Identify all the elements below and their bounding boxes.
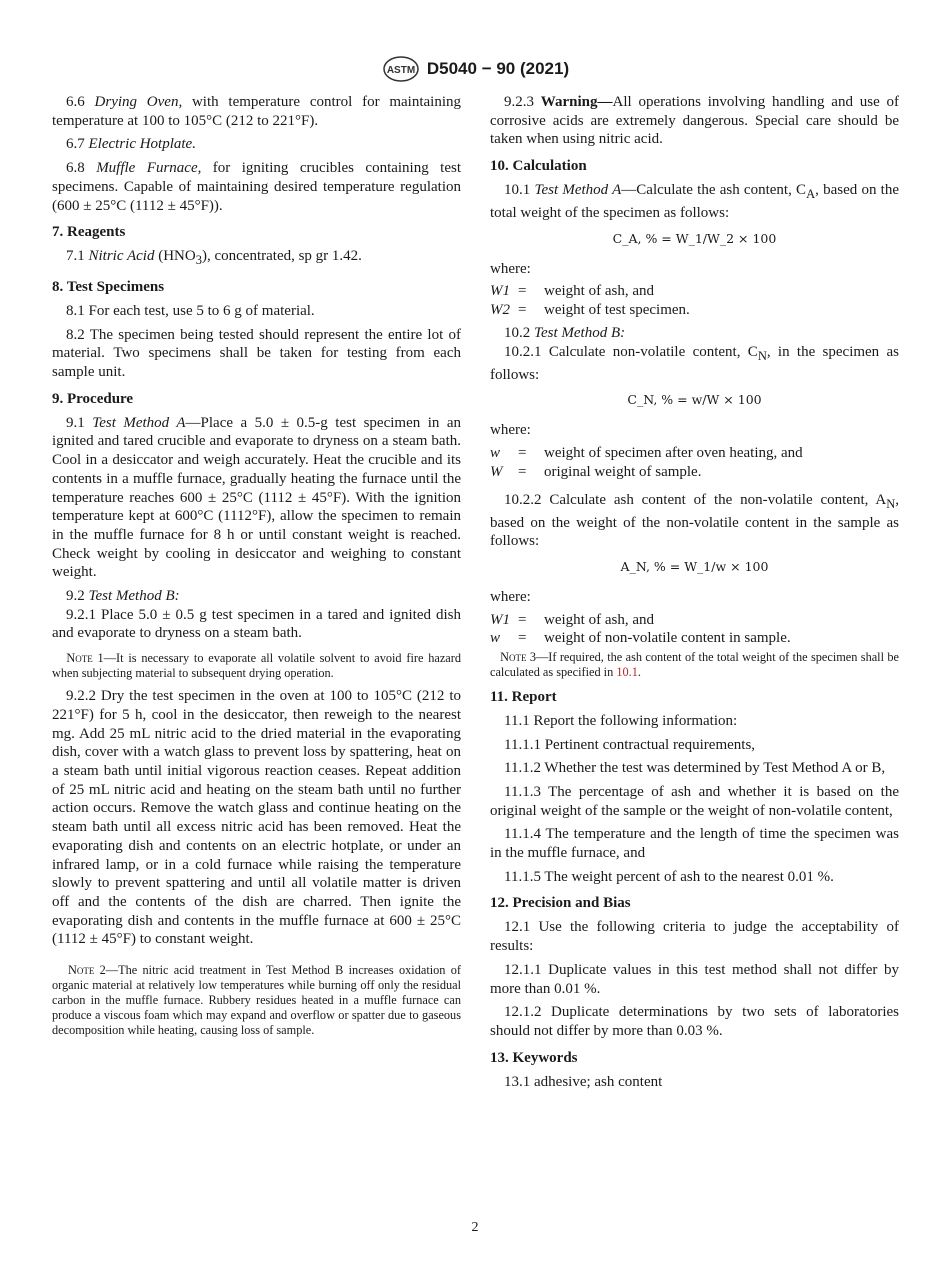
page-header <box>0 55 950 83</box>
formula-ash-nonvolatile: A_N, % = W_1/w × 100 <box>620 559 769 575</box>
definition-row: W2 = weight of test specimen. <box>490 301 690 318</box>
astm-logo <box>381 55 421 83</box>
para-9-1: 9.1 Test Method A—Place a 5.0 ± 0.5-g test specimen in an ignited and tared crucible and evaporate to dryness on a steam bath. Cool in a desiccator and weigh accurately. Heat the crucible and its contents in a muffle furnace, gradually heating the furnace until the temperature reaches 600 ± 25°C (1112 ± 45°F). With the ignition temperature kept at 600°C (1112°F), allow the specimen to remain in the muffle furnace for 8 h or until constant weight is reached. Check weight by cooling in desiccator and weighing to constant weight. <box>52 414 462 581</box>
note-2: Note 2—The nitric acid treatment in Test Method B increases oxidation of organic material at relatively low temperatures while burning off only the residual carbon in the muffle furnace. Rubbery residues heated in a muffle furnace can produce a viscous foam which may expand and overflow or spatter due to gaseous decomposition while heating, causing loss of sample. <box>52 963 462 1038</box>
where-label: where: <box>490 260 531 277</box>
para-9-2-3: 9.2.3 Warning—All operations involving handling and use of corrosive acids are extremely dangerous. Special care should be taken when using nitric acid. <box>490 94 900 148</box>
section-link[interactable]: 10.1 <box>616 664 638 679</box>
heading-procedure: 9. Procedure <box>52 390 134 407</box>
heading-keywords: 13. Keywords <box>490 1049 578 1066</box>
para-6-7: 6.7 Electric Hotplate. <box>66 136 196 153</box>
para-11-1-4: 11.1.4 The temperature and the length of time the specimen was in the muffle furnace, and <box>490 826 899 862</box>
formula-nonvolatile: C_N, % = w/W × 100 <box>627 392 762 408</box>
heading-test-specimens: 8. Test Specimens <box>52 278 165 295</box>
para-11-1: 11.1 Report the following information: <box>504 712 738 729</box>
para-13-1: 13.1 adhesive; ash content <box>504 1073 663 1090</box>
right-column <box>490 93 899 1096</box>
heading-calculation: 10. Calculation <box>490 158 587 175</box>
para-8-1: 8.1 For each test, use 5 to 6 g of material. <box>66 302 315 319</box>
definition-row: w = weight of non-volatile content in sample. <box>490 630 791 647</box>
para-11-1-1: 11.1.1 Pertinent contractual requirements, <box>504 736 756 753</box>
note-3: Note 3—If required, the ash content of the total weight of the specimen shall be calculated as specified in 10.1. <box>490 649 899 679</box>
para-10-1: 10.1 Test Method A—Calculate the ash content, $C_A$, based on the total weight of the specimen as follows: <box>490 182 900 221</box>
para-6-8: 6.8 Muffle Furnace, for igniting crucibles containing test specimens. Capable of maintaining desired temperature regulation (600 ± 25°C (1112 ± 45°F)). <box>52 160 461 214</box>
para-11-1-5: 11.1.5 The weight percent of ash to the nearest 0.01 %. <box>504 868 834 885</box>
heading-report: 11. Report <box>490 688 557 705</box>
formula-ash-content: C_A, % = W_1/W_2 × 100 <box>612 230 777 246</box>
para-10-2-2: 10.2.2 Calculate ash content of the non-volatile content, $A_N$, based on the weight of the non-volatile content in the sample as follows: <box>490 492 899 550</box>
para-11-1-2: 11.1.2 Whether the test was determined by Test Method A or B, <box>504 760 886 777</box>
heading-reagents: 7. Reagents <box>52 224 126 241</box>
definition-row: W1 = weight of ash, and <box>490 611 654 628</box>
page-number: 2 <box>471 1220 479 1235</box>
designation: D5040 − 90 (2021) <box>426 59 570 78</box>
left-column <box>52 93 461 1044</box>
where-label: where: <box>490 422 531 439</box>
para-9-2-1: 9.2.1 Place 5.0 ± 0.5 g test specimen in a tared and ignited dish and evaporate to dryness on a steam bath. <box>52 606 461 642</box>
para-10-2: 10.2 Test Method B: <box>504 325 626 342</box>
svg-text:ASTM: ASTM <box>386 65 416 76</box>
para-8-2: 8.2 The specimen being tested should represent the entire lot of material. Two specimens shall be taken for testing from each sample unit. <box>52 326 461 381</box>
para-9-2-2: 9.2.2 Dry the test specimen in the oven at 100 to 105°C (212 to 221°F) for 5 h, cool in the desiccator, then reweigh to the nearest mg. Add 25 mL nitric acid to the dried material in the evaporating dish, cover with a watch glass to prevent loss by spattering, heat on a steam bath until initial vigorous reaction ceases. Repeat addition of 25 mL nitric acid and heating on the steam bath until no further action occurs. Remove the watch glass and continue heating on the steam bath until all excess nitric acid has been removed. Heat the evaporating dish and contents on an electric hotplate, or under an infrared lamp, or in a cold furnace while raising the temperature slowly to prevent spattering and until all volatile matter is driven off and the contents of the dish are charred. Then ignite the evaporating dish and contents in the muffle furnace at 600 ± 25°C (1112 ± 45°F) to constant weight. <box>52 688 461 948</box>
para-12-1: 12.1 Use the following criteria to judge the acceptability of results: <box>490 919 899 955</box>
definition-row: w = weight of specimen after oven heating, and <box>490 445 803 462</box>
para-7-1: 7.1 Nitric Acid $(HNO_3)$, concentrated, sp gr 1.42. <box>66 248 362 268</box>
para-12-1-2: 12.1.2 Duplicate determinations by two sets of laboratories should not differ by more than 0.03 %. <box>490 1004 899 1039</box>
para-9-2: 9.2 Test Method B: <box>66 588 180 605</box>
para-6-6: 6.6 Drying Oven, with temperature control for maintaining temperature at 100 to 105°C (212 to 221°F). <box>52 94 461 129</box>
para-12-1-1: 12.1.1 Duplicate values in this test method shall not differ by more than 0.01 %. <box>490 961 899 997</box>
definition-row: W = original weight of sample. <box>490 463 702 480</box>
definition-row: W1 = weight of ash, and <box>490 283 654 300</box>
para-10-2-1: 10.2.1 Calculate non-volatile content, $C_N$, in the specimen as follows: <box>490 343 900 383</box>
where-label: where: <box>490 589 531 606</box>
para-11-1-3: 11.1.3 The percentage of ash and whether it is based on the original weight of the sample or the weight of non-volatile content, <box>490 783 899 819</box>
note-1: Note 1—It is necessary to evaporate all volatile solvent to avoid fire hazard when subjecting material to subsequent drying operation. <box>52 651 461 681</box>
heading-precision-bias: 12. Precision and Bias <box>490 895 631 912</box>
